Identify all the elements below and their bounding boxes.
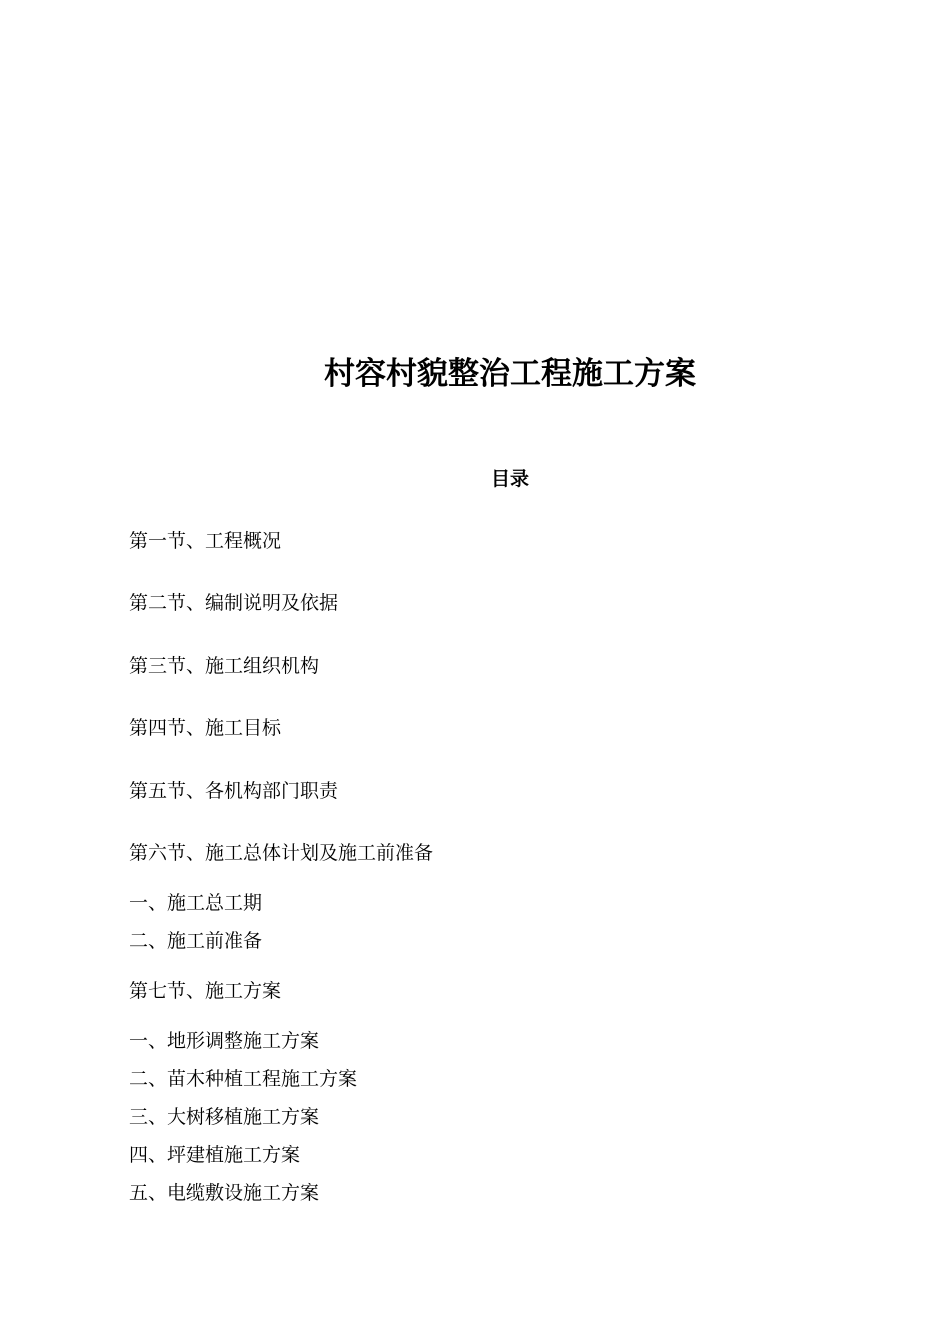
toc-subitem: 二、施工前准备: [129, 930, 263, 952]
document-title: 村容村貌整治工程施工方案: [324, 356, 696, 392]
toc-item-section-2: 第二节、编制说明及依据: [129, 592, 339, 614]
toc-item-section-3: 第三节、施工组织机构: [129, 655, 320, 677]
toc-subitem: 三、大树移植施工方案: [129, 1106, 320, 1128]
toc-subitem: 五、电缆敷设施工方案: [129, 1182, 320, 1204]
toc-item-section-1: 第一节、工程概况: [129, 530, 282, 552]
toc-subitem: 一、施工总工期: [129, 892, 263, 914]
toc-item-section-4: 第四节、施工目标: [129, 717, 282, 739]
toc-subitem: 四、坪建植施工方案: [129, 1144, 301, 1166]
toc-subitem: 一、地形调整施工方案: [129, 1030, 320, 1052]
toc-item-section-5: 第五节、各机构部门职责: [129, 780, 339, 802]
toc-heading: 目录: [490, 468, 529, 490]
toc-item-section-7: 第七节、施工方案: [129, 980, 282, 1002]
toc-subitem: 二、苗木种植工程施工方案: [129, 1068, 358, 1090]
toc-item-section-6: 第六节、施工总体计划及施工前准备: [129, 842, 434, 864]
